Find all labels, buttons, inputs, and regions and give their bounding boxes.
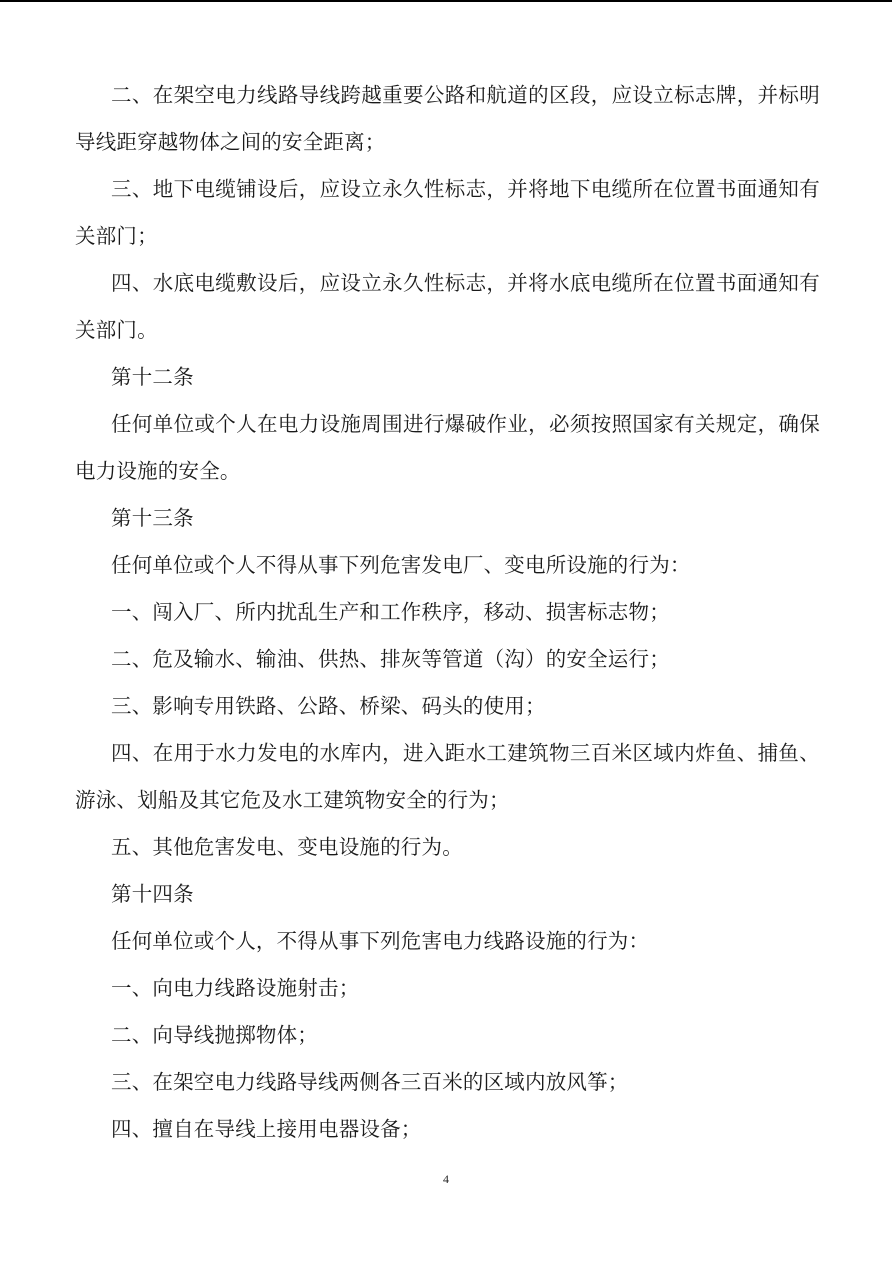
article-heading: 第十三条 — [111, 506, 194, 530]
document-body — [75, 72, 820, 1153]
article-heading: 第十二条 — [111, 365, 194, 389]
paragraph: 四、水底电缆敷设后，应设立永久性标志，并将水底电缆所在位置书面通知有关部门。 — [75, 271, 820, 342]
paragraph: 任何单位或个人在电力设施周围进行爆破作业，必须按照国家有关规定，确保电力设施的安全。 — [75, 412, 820, 483]
paragraph: 二、向导线抛掷物体； — [111, 1023, 318, 1047]
paragraph: 一、向电力线路设施射击； — [111, 976, 360, 1000]
paragraph: 三、在架空电力线路导线两侧各三百米的区域内放风筝； — [111, 1070, 629, 1094]
paragraph: 二、危及输水、输油、供热、排灰等管道（沟）的安全运行； — [111, 647, 670, 671]
paragraph: 四、在用于水力发电的水库内，进入距水工建筑物三百米区域内炸鱼、捕鱼、游泳、划船及其它危及水工建筑物安全的行为； — [75, 741, 820, 812]
paragraph: 二、在架空电力线路导线跨越重要公路和航道的区段，应设立标志牌，并标明导线距穿越物体之间的安全距离； — [75, 83, 820, 154]
page-number: 4 — [443, 1172, 449, 1186]
paragraph: 五、其他危害发电、变电设施的行为。 — [111, 835, 463, 859]
paragraph: 任何单位或个人不得从事下列危害发电厂、变电所设施的行为： — [111, 553, 691, 577]
paragraph: 四、擅自在导线上接用电器设备； — [111, 1117, 422, 1141]
paragraph: 三、地下电缆铺设后，应设立永久性标志，并将地下电缆所在位置书面通知有关部门； — [75, 177, 820, 248]
paragraph: 三、影响专用铁路、公路、桥梁、码头的使用； — [111, 694, 546, 718]
article-heading: 第十四条 — [111, 882, 194, 906]
top-border-line — [0, 0, 892, 2]
paragraph: 任何单位或个人，不得从事下列危害电力线路设施的行为： — [111, 929, 650, 953]
paragraph: 一、闯入厂、所内扰乱生产和工作秩序，移动、损害标志物； — [111, 600, 670, 624]
